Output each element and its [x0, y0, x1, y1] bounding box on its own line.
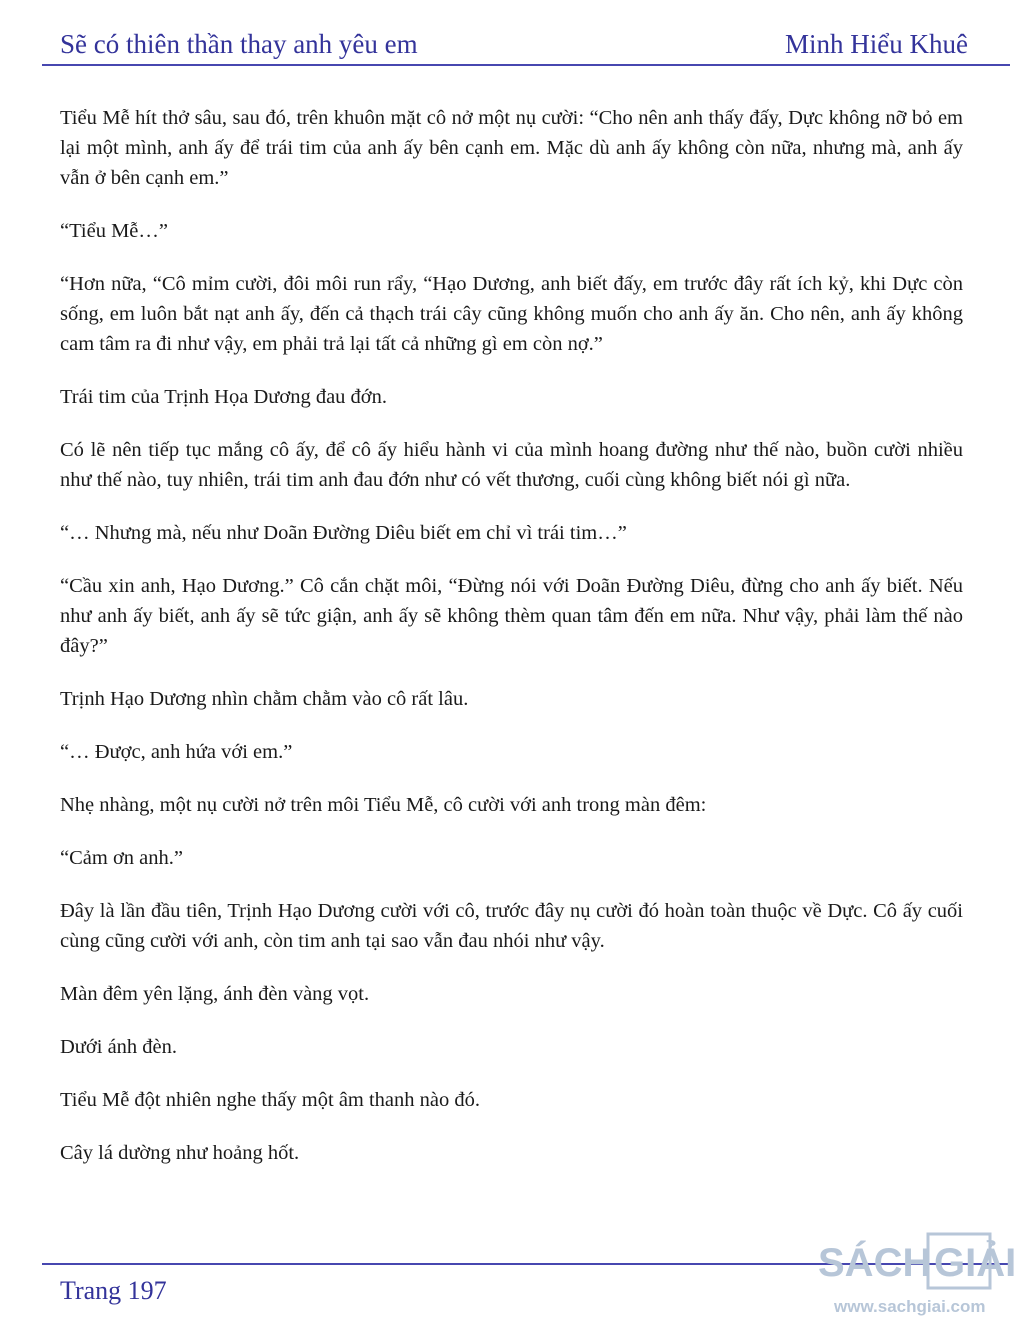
paragraph: Có lẽ nên tiếp tục mắng cô ấy, để cô ấy hiểu hành vi của mình hoang đường như thế nào, buồn cười nhiều như thế nào, tuy nhiên, trái tim anh đau đớn như có vết thương, cuối cùng không biết nói gì nữa.: [60, 439, 963, 491]
paragraph: Trái tim của Trịnh Họa Dương đau đớn.: [60, 386, 388, 408]
paragraph: “Tiểu Mễ…”: [60, 220, 168, 242]
paragraph: Trịnh Hạo Dương nhìn chằm chằm vào cô rất lâu.: [60, 688, 469, 710]
paragraph: Đây là lần đầu tiên, Trịnh Hạo Dương cười với cô, trước đây nụ cười đó hoàn toàn thuộc về Dực. Cô ấy cuối cùng cũng cười với anh, còn tim anh tại sao vẫn đau nhói như vậy.: [60, 900, 963, 952]
page-body: [60, 103, 963, 1191]
paragraph: “… Được, anh hứa với em.”: [60, 741, 293, 763]
paragraph: Cây lá dường như hoảng hốt.: [60, 1142, 300, 1164]
book-title: Sẽ có thiên thần thay anh yêu em: [60, 29, 418, 59]
paragraph: “… Nhưng mà, nếu như Doãn Đường Diêu biết em chỉ vì trái tim…”: [60, 522, 627, 544]
paragraph: Dưới ánh đèn.: [60, 1036, 178, 1058]
paragraph: Nhẹ nhàng, một nụ cười nở trên môi Tiểu Mễ, cô cười với anh trong màn đêm:: [60, 794, 707, 816]
watermark-brand-left: SÁCH: [818, 1241, 932, 1285]
page-header: [60, 26, 968, 62]
author-name: Minh Hiểu Khuê: [785, 29, 968, 59]
paragraph: “Cầu xin anh, Hạo Dương.” Cô cắn chặt môi, “Đừng nói với Doãn Đường Diêu, đừng cho anh ấy biết. Nếu như anh ấy biết, anh ấy sẽ tức giận, anh ấy sẽ không thèm quan tâm đến em nữa. Như vậy, phải làm thế nào đây?”: [60, 575, 963, 657]
paragraph: “Cảm ơn anh.”: [60, 847, 183, 869]
paragraph: Tiểu Mễ hít thở sâu, sau đó, trên khuôn mặt cô nở một nụ cười: “Cho nên anh thấy đấy, Dực không nỡ bỏ em lại một mình, anh ấy để trái tim của anh ấy bên cạnh em. Mặc dù anh ấy không còn nữa, nhưng mà, anh ấy vẫn ở bên cạnh em.”: [60, 107, 963, 189]
watermark-logo: [810, 1230, 1024, 1325]
header-divider: [42, 64, 1010, 66]
page-number: Trang 197: [60, 1276, 167, 1305]
watermark-url: www.sachgiai.com: [834, 1297, 986, 1316]
paragraph: “Hơn nữa, “Cô mỉm cười, đôi môi run rẩy, “Hạo Dương, anh biết đấy, em trước đây rất ích kỷ, khi Dực còn sống, em luôn bắt nạt anh ấy, đến cả thạch trái cây cũng không muốn cho anh ấy ăn. Cho nên, anh ấy không cam tâm ra đi như vậy, em phải trả lại tất cả những gì em còn nợ.”: [60, 273, 963, 355]
paragraph: Tiểu Mễ đột nhiên nghe thấy một âm thanh nào đó.: [60, 1089, 481, 1111]
paragraph: Màn đêm yên lặng, ánh đèn vàng vọt.: [60, 983, 370, 1005]
watermark-brand-right: GIẢI: [934, 1241, 1017, 1285]
